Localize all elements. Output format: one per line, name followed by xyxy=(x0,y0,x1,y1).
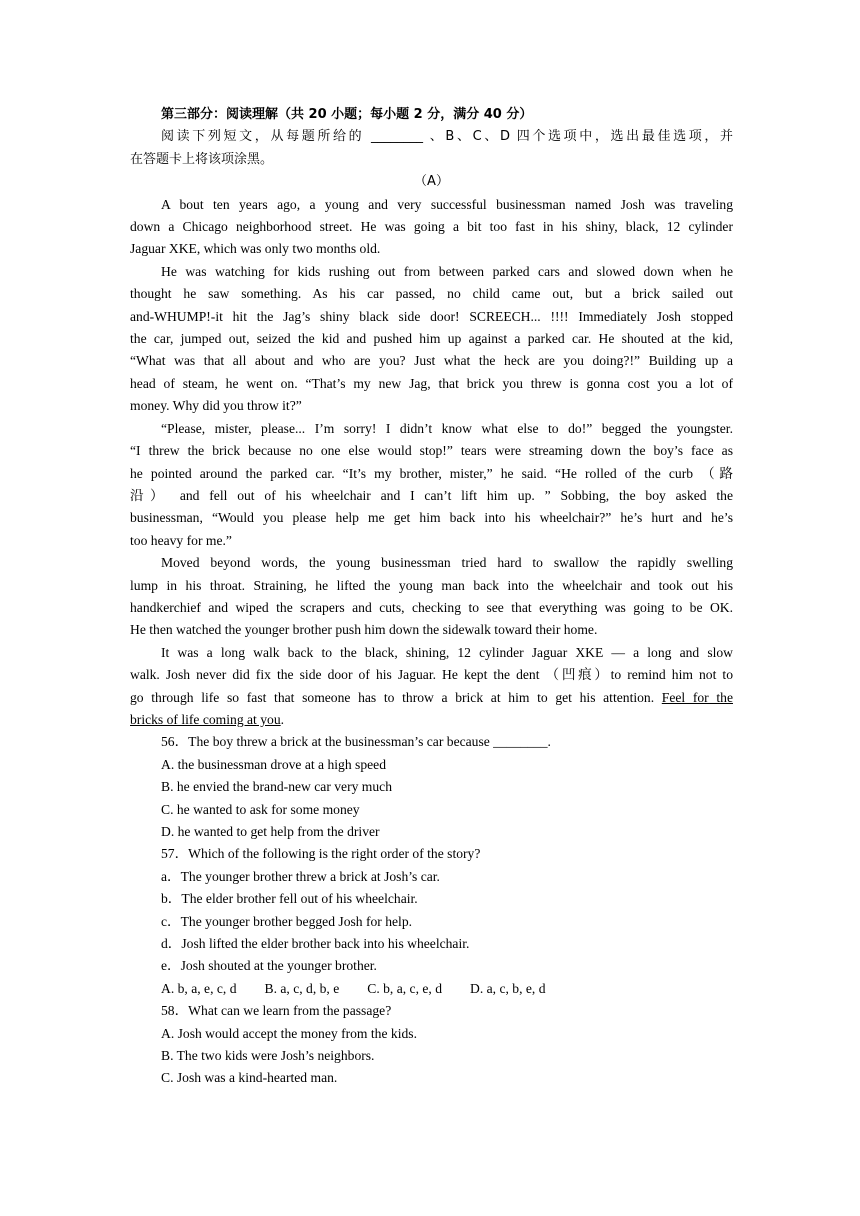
question-57 xyxy=(130,843,733,1000)
passage-line: down a Chicago neighborhood street. He was going a bit too fast in his shiny, black, 12 cylinder xyxy=(130,219,733,235)
passage-line: businessman, “Would you please help me get him back into his wheelchair?” he’s hurt and he’s xyxy=(130,510,733,526)
story-event: a．The younger brother threw a brick at Josh’s car. xyxy=(161,868,440,884)
passage xyxy=(130,194,733,732)
passage-line: “Please, mister, please... I’m sorry! I didn’t know what else to do!” begged the youngster. xyxy=(161,420,733,436)
question-stem: 56．The boy threw a brick at the businessman’s car because ________. xyxy=(161,734,551,750)
story-event: d．Josh lifted the elder brother back into his wheelchair. xyxy=(161,936,470,952)
answer-option: A. Josh would accept the money from the kids. xyxy=(161,1025,417,1041)
paragraph-4 xyxy=(130,552,733,642)
passage-line xyxy=(130,687,733,709)
story-event: b．The elder brother fell out of his wheelchair. xyxy=(161,891,418,907)
answer-options-row xyxy=(130,978,733,1000)
question-stem: 57．Which of the following is the right order of the story? xyxy=(161,846,481,862)
paragraph-5 xyxy=(130,642,733,732)
passage-line: “What was that all about and who are you? Just what the heck are you doing?!” Building up a xyxy=(130,353,733,369)
passage-line: He was watching for kids rushing out from between parked cars and slowed down when he xyxy=(161,263,733,279)
story-event: c．The younger brother begged Josh for help. xyxy=(161,913,413,929)
paragraph-1 xyxy=(130,194,733,261)
answer-option: C. Josh was a kind-hearted man. xyxy=(161,1070,338,1086)
passage-line: thought he saw something. As his car passed, no child came out, but a brick sailed out xyxy=(130,286,733,302)
passage-line: “I threw the brick because no one else would stop!” tears were streaming down the boy’s face as xyxy=(130,443,733,459)
question-58 xyxy=(130,1000,733,1090)
passage-line: handkerchief and wiped the scrapers and cuts, checking to see that everything was going to be OK. xyxy=(130,599,733,615)
passage-line: head of steam, he went on. “That’s my new Jag, that brick you threw is gonna cost you a lot of xyxy=(130,375,733,391)
instruction-line-2: 在答题卡上将该项涂黑。 xyxy=(130,151,274,167)
section-heading: 第三部分：阅读理解（共 20 小题；每小题 2 分，满分 40 分） xyxy=(161,107,533,122)
reading-section xyxy=(130,104,733,1090)
passage-line: Moved beyond words, the young businessman tried hard to swallow the rapidly swelling xyxy=(161,555,733,571)
passage-line: too heavy for me.” xyxy=(130,532,232,548)
passage-label: （A） xyxy=(414,174,449,190)
answer-option: B. The two kids were Josh’s neighbors. xyxy=(161,1048,375,1064)
paragraph-3 xyxy=(130,418,733,552)
instruction-line-1: 阅读下列短文，从每题所给的 ________ 、B、C、D 四个选项中，选出最佳选项，并 xyxy=(161,129,733,145)
passage-line: walk. Josh never did fix the side door of his Jaguar. He kept the dent （凹痕）to remind him not to xyxy=(130,667,733,683)
passage-line: Jaguar XKE, which was only two months old. xyxy=(130,241,381,257)
passage-line: the car, jumped out, seized the kid and pushed him up against a parked car. He shouted at the kid, xyxy=(130,331,733,347)
underlined-phrase-part-2: bricks of life coming at you xyxy=(130,711,281,727)
answer-option: B. he envied the brand-new car very much xyxy=(161,779,393,795)
answer-option: C. b, a, c, e, d xyxy=(367,980,442,996)
passage-line xyxy=(130,709,733,731)
passage-text: go through life so fast that someone has to throw a brick at him to get his attention. xyxy=(130,689,662,705)
answer-option: D. he wanted to get help from the driver xyxy=(161,824,380,839)
sentence-period: . xyxy=(280,711,285,727)
answer-option: A. b, a, e, c, d xyxy=(161,980,237,996)
question-stem: 58．What can we learn from the passage? xyxy=(161,1003,392,1019)
passage-line: 沿） and fell out of his wheelchair and I can’t lift him up. ” Sobbing, the boy asked the xyxy=(130,487,733,503)
passage-line: he pointed around the parked car. “It’s my brother, mister,” he said. “He rolled of the curb （路 xyxy=(130,465,733,481)
answer-option: B. a, c, d, b, e xyxy=(264,980,340,996)
passage-line: He then watched the younger brother push him down the sidewalk toward their home. xyxy=(130,622,598,638)
passage-line: A bout ten years ago, a young and very successful businessman named Josh was traveling xyxy=(161,196,733,212)
passage-line: It was a long walk back to the black, shining, 12 cylinder Jaguar XKE — a long and slow xyxy=(161,644,733,660)
underlined-phrase-part-1: Feel for the xyxy=(661,689,733,705)
answer-option: A. the businessman drove at a high speed xyxy=(161,756,387,772)
answer-option: D. a, c, b, e, d xyxy=(470,980,546,996)
passage-line: money. Why did you throw it?” xyxy=(130,398,302,414)
paragraph-2 xyxy=(130,261,733,418)
passage-line: lump in his throat. Straining, he lifted the young man back into the wheelchair and took out his xyxy=(130,577,733,593)
question-56 xyxy=(130,731,733,843)
answer-option: C. he wanted to ask for some money xyxy=(161,801,360,817)
story-event: e．Josh shouted at the younger brother. xyxy=(161,958,377,974)
passage-line: and-WHUMP!-it hit the Jag’s shiny black side door! SCREECH... !!!! Immediately Josh stopped xyxy=(130,308,733,324)
